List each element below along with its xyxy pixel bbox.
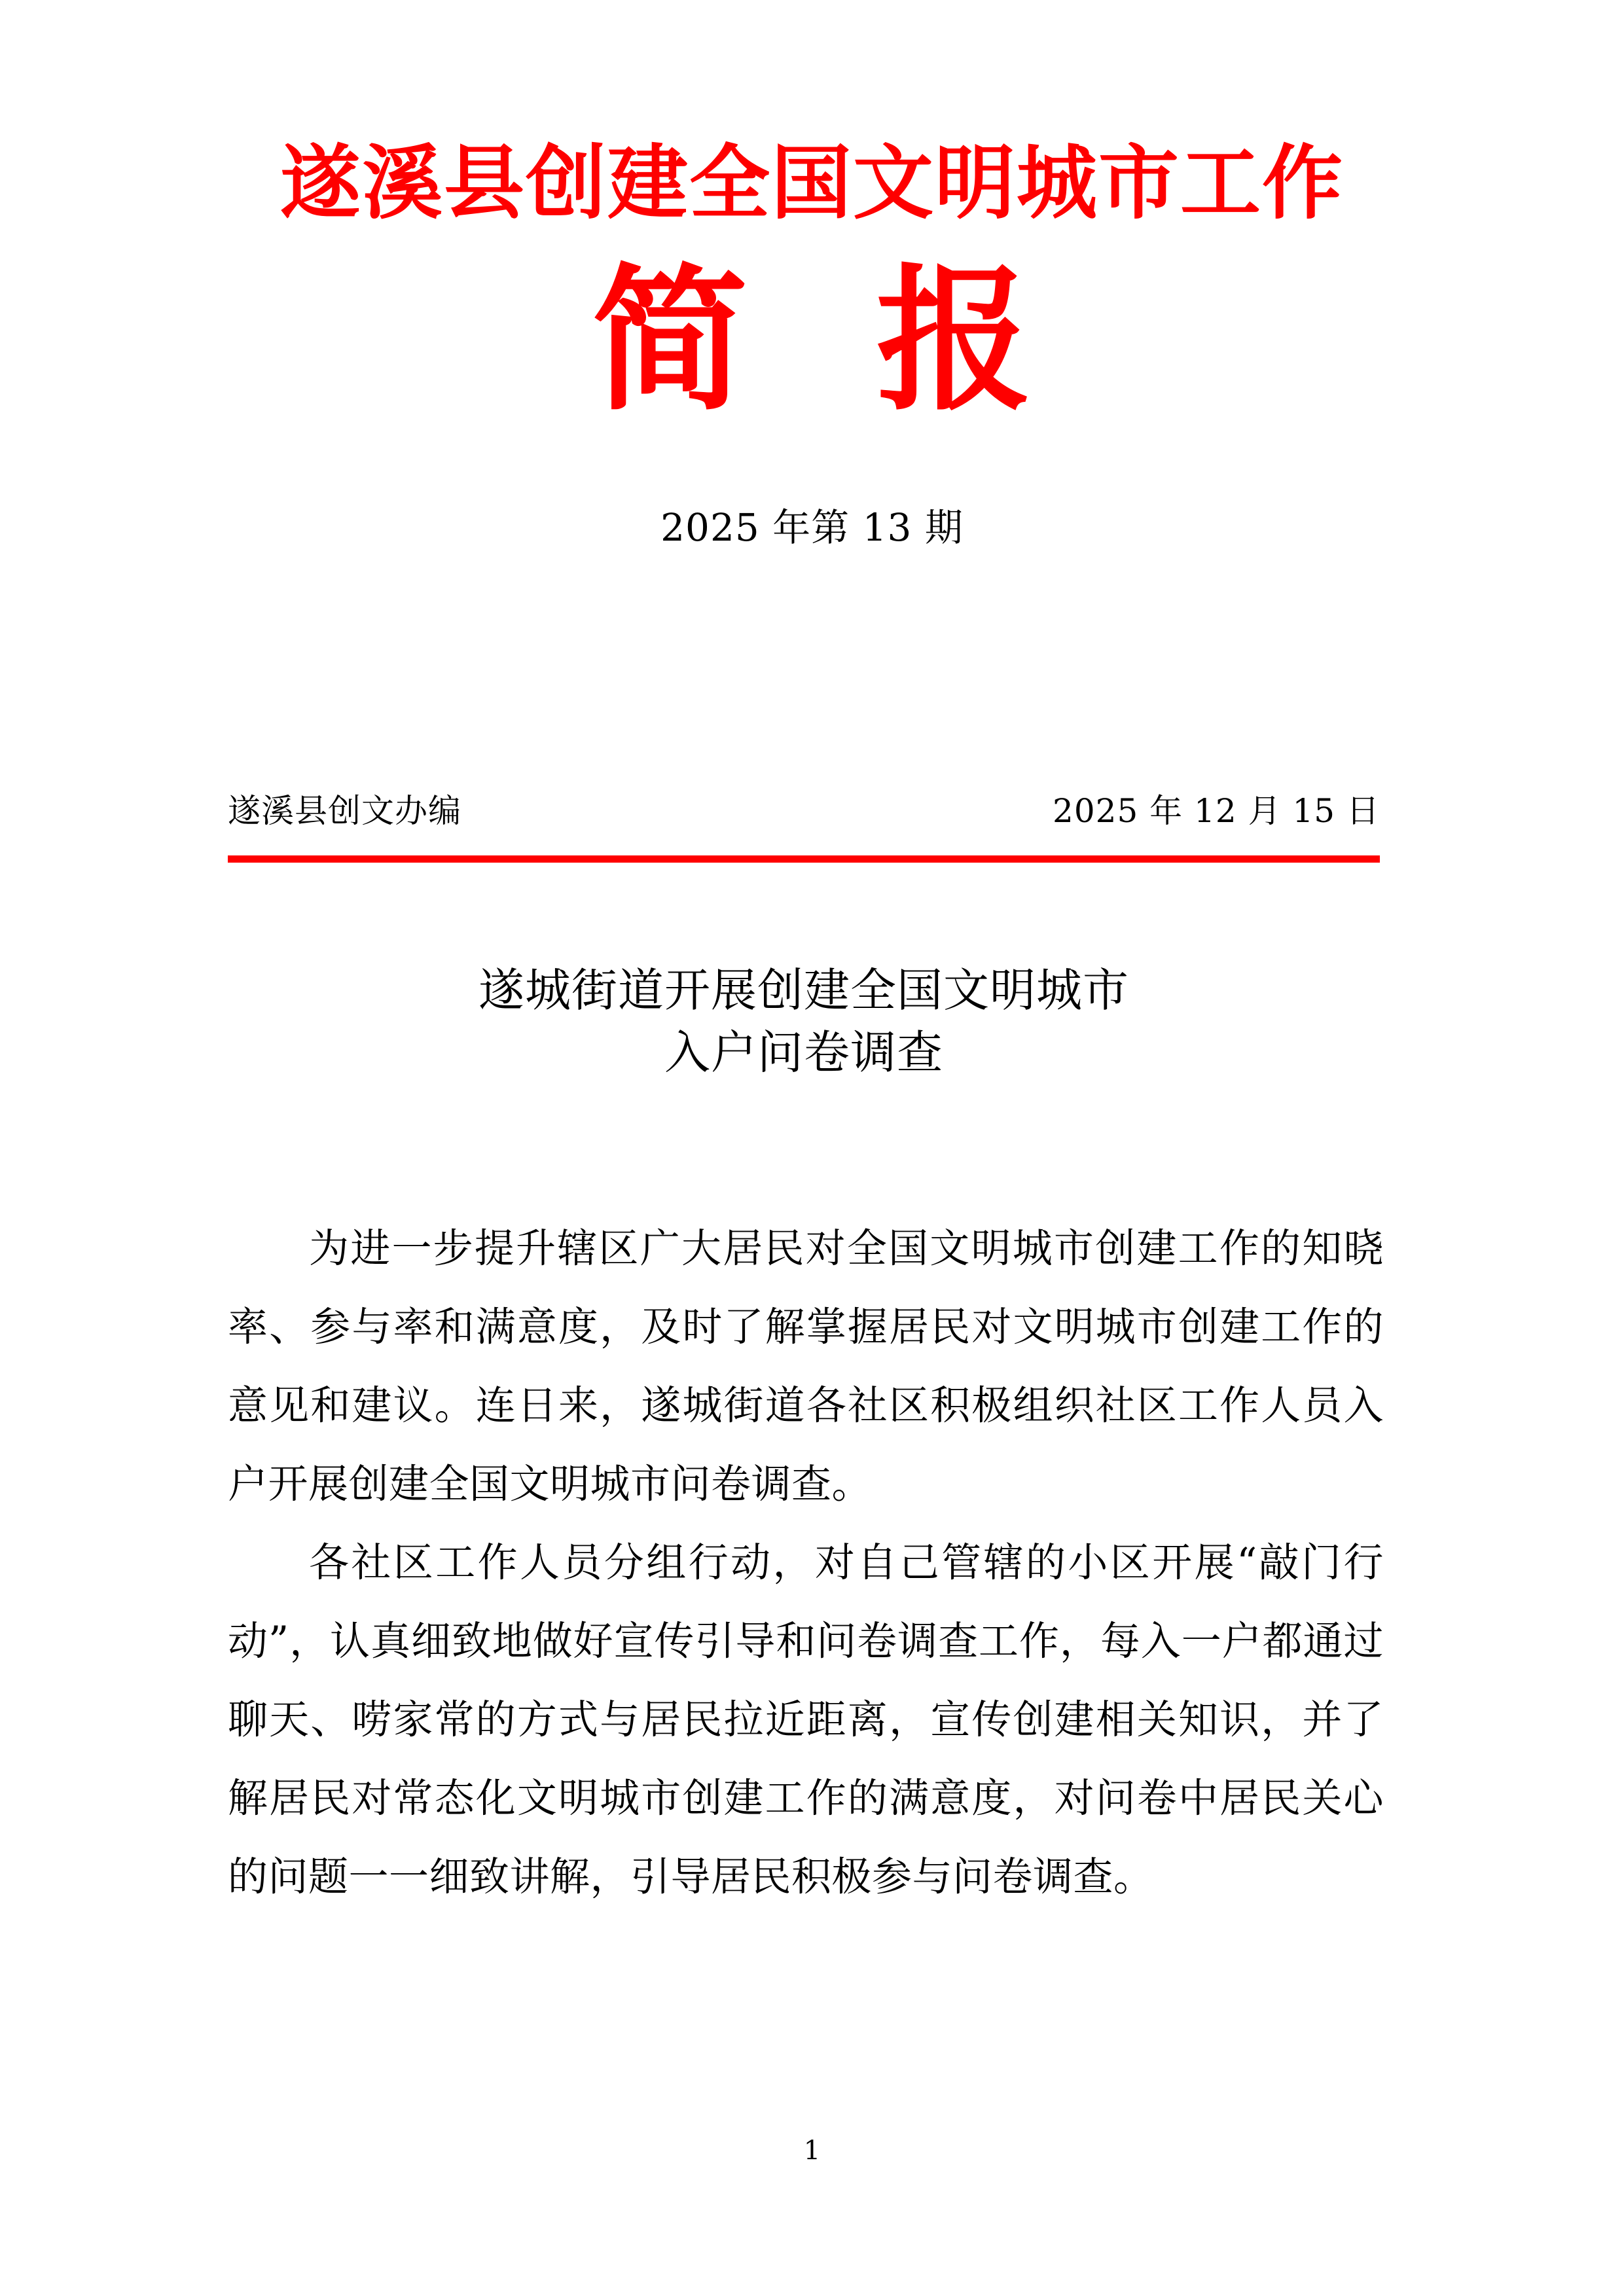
imprint-editor: 遂溪县创文办编 bbox=[228, 792, 461, 830]
article-heading-line-1: 遂城街道开展创建全国文明城市 bbox=[478, 963, 1129, 1017]
masthead bbox=[0, 0, 1624, 553]
article-paragraph-1: 为进一步提升辖区广大居民对全国文明城市创建工作的知晓率、参与率和满意度，及时了解掌握居民对文明城市创建工作的意见和建议。连日来，遂城街道各社区积极组织社区工作人员入户开展创建全国文明城市问卷调查。 bbox=[228, 1225, 1384, 1507]
imprint-row bbox=[228, 791, 1380, 832]
page-number: 1 bbox=[803, 2136, 821, 2166]
issue-number-line: 2025 年第 13 期 bbox=[660, 505, 964, 550]
article-heading-line-2: 入户问卷调查 bbox=[664, 1026, 943, 1080]
article-heading bbox=[228, 960, 1380, 1084]
article-body bbox=[228, 1210, 1384, 1916]
article-paragraph-2: 各社区工作人员分组行动，对自己管辖的小区开展“敲门行动”，认真细致地做好宣传引导和问卷调查工作，每入一户都通过聊天、唠家常的方式与居民拉近距离，宣传创建相关知识，并了解居民对常态化文明城市创建工作的满意度，对问卷中居民关心的问题一一细致讲解，引导居民积极参与问卷调查。 bbox=[228, 1539, 1384, 1900]
masthead-wordmark bbox=[0, 232, 1624, 431]
red-divider-rule bbox=[228, 855, 1380, 863]
masthead-organization-title: 遂溪县创建全国文明城市工作 bbox=[280, 136, 1344, 230]
wordmark-char-bao: 报 bbox=[876, 249, 1032, 433]
imprint-date: 2025 年 12 月 15 日 bbox=[1053, 792, 1380, 830]
wordmark-char-jian: 简 bbox=[592, 249, 748, 433]
